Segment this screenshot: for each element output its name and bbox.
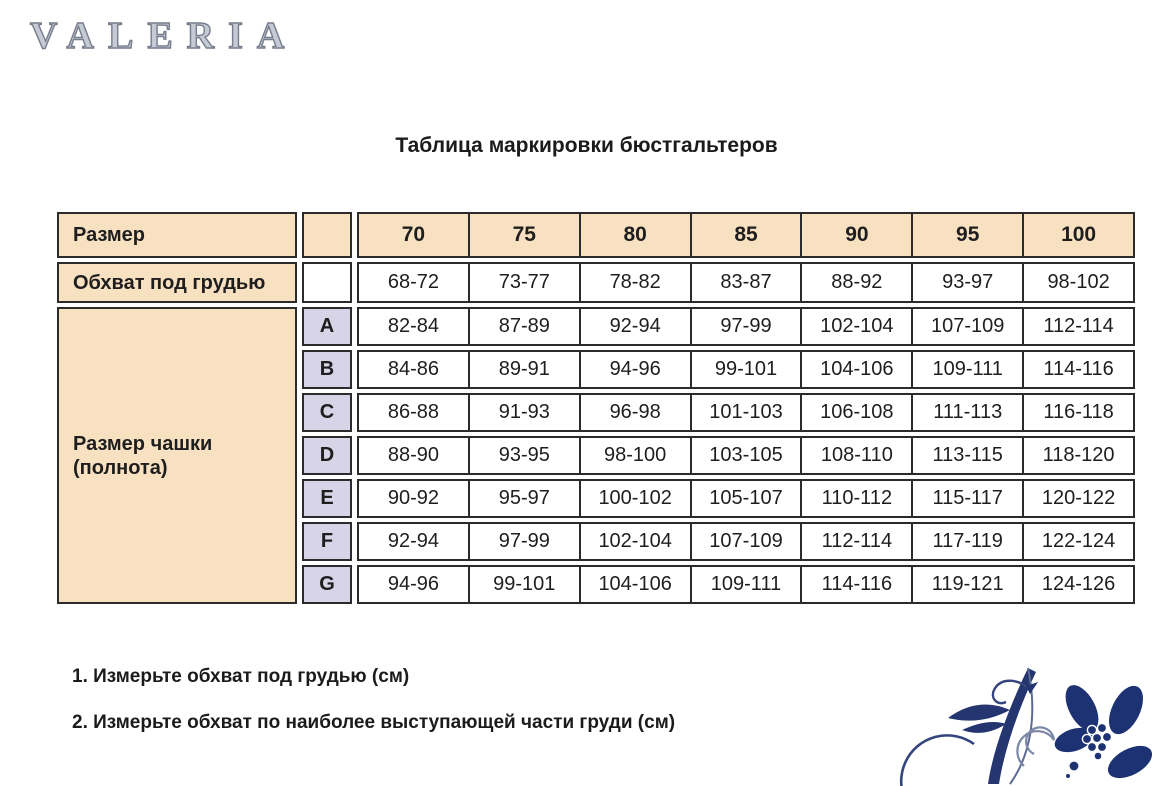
cup-letter-cell: D (302, 436, 352, 475)
cup-value-row (357, 436, 1135, 475)
cup-value-cell: 94-96 (579, 350, 692, 389)
underbust-value-cell: 98-102 (1022, 262, 1135, 303)
size-header-cells (357, 212, 1135, 258)
cup-letter-column (302, 307, 352, 604)
brand-logo: VALERIA (30, 15, 299, 57)
cup-value-row (357, 479, 1135, 518)
cup-value-cell: 92-94 (579, 307, 692, 346)
cup-value-cell: 101-103 (690, 393, 803, 432)
size-header-cell: 100 (1022, 212, 1135, 258)
cup-letter-cell: C (302, 393, 352, 432)
cup-value-cell: 104-106 (800, 350, 913, 389)
cup-value-cell: 109-111 (690, 565, 803, 604)
size-header-cell: 70 (357, 212, 470, 258)
floral-ornament-graphic (878, 666, 1173, 786)
underbust-value-cell: 78-82 (579, 262, 692, 303)
header-spacer-cell (302, 212, 352, 258)
cup-value-cell: 110-112 (800, 479, 913, 518)
cup-value-cell: 104-106 (579, 565, 692, 604)
cup-value-cell: 95-97 (468, 479, 581, 518)
cup-value-cell: 116-118 (1022, 393, 1135, 432)
cup-value-cell: 119-121 (911, 565, 1024, 604)
cup-value-cell: 84-86 (357, 350, 470, 389)
cup-value-cell: 102-104 (579, 522, 692, 561)
cup-value-cell: 99-101 (690, 350, 803, 389)
underbust-row (57, 262, 1135, 303)
underbust-value-cell: 68-72 (357, 262, 470, 303)
underbust-value-cell: 93-97 (911, 262, 1024, 303)
cup-value-cell: 107-109 (690, 522, 803, 561)
cup-value-cell: 111-113 (911, 393, 1024, 432)
cup-value-row (357, 565, 1135, 604)
cup-value-cell: 122-124 (1022, 522, 1135, 561)
bra-size-table (57, 212, 1135, 604)
cup-letter-cell: A (302, 307, 352, 346)
cup-letter-cell: F (302, 522, 352, 561)
underbust-value-cell: 83-87 (690, 262, 803, 303)
underbust-value-cell: 88-92 (800, 262, 913, 303)
cup-value-cell: 90-92 (357, 479, 470, 518)
cup-letter-cell: G (302, 565, 352, 604)
cup-value-cell: 103-105 (690, 436, 803, 475)
cup-values-grid (357, 307, 1135, 604)
cup-section (57, 307, 1135, 604)
size-header-cell: 80 (579, 212, 692, 258)
note-item: 1. Измерьте обхват под грудью (см) (72, 666, 410, 687)
cup-value-cell: 124-126 (1022, 565, 1135, 604)
cup-value-cell: 86-88 (357, 393, 470, 432)
cup-value-row (357, 393, 1135, 432)
cup-value-cell: 113-115 (911, 436, 1024, 475)
size-header-cell: 75 (468, 212, 581, 258)
cup-value-cell: 112-114 (1022, 307, 1135, 346)
cup-value-cell: 107-109 (911, 307, 1024, 346)
cup-value-cell: 117-119 (911, 522, 1024, 561)
underbust-cells (357, 262, 1135, 303)
cup-value-cell: 112-114 (800, 522, 913, 561)
cup-value-cell: 93-95 (468, 436, 581, 475)
cup-value-cell: 114-116 (800, 565, 913, 604)
underbust-value-cell: 73-77 (468, 262, 581, 303)
cup-value-cell: 108-110 (800, 436, 913, 475)
cup-value-cell: 102-104 (800, 307, 913, 346)
cup-value-row (357, 522, 1135, 561)
cup-value-cell: 92-94 (357, 522, 470, 561)
cup-value-row (357, 307, 1135, 346)
cup-value-cell: 115-117 (911, 479, 1024, 518)
cup-value-cell: 100-102 (579, 479, 692, 518)
cup-value-cell: 88-90 (357, 436, 470, 475)
cup-letter-cell: E (302, 479, 352, 518)
underbust-spacer-cell (302, 262, 352, 303)
cup-value-cell: 98-100 (579, 436, 692, 475)
cup-value-cell: 89-91 (468, 350, 581, 389)
cup-value-cell: 97-99 (690, 307, 803, 346)
cup-value-cell: 120-122 (1022, 479, 1135, 518)
cup-value-cell: 82-84 (357, 307, 470, 346)
cup-value-cell: 106-108 (800, 393, 913, 432)
size-header-cell: 95 (911, 212, 1024, 258)
cup-value-cell: 99-101 (468, 565, 581, 604)
size-header-cell: 90 (800, 212, 913, 258)
size-header-cell: 85 (690, 212, 803, 258)
cup-value-cell: 114-116 (1022, 350, 1135, 389)
cup-value-cell: 96-98 (579, 393, 692, 432)
cup-value-cell: 87-89 (468, 307, 581, 346)
cup-value-cell: 105-107 (690, 479, 803, 518)
page-title: Таблица маркировки бюстгальтеров (395, 134, 778, 157)
note-item: 2. Измерьте обхват по наиболее выступающей части груди (см) (72, 712, 676, 733)
cup-letter-cell: B (302, 350, 352, 389)
cup-section-label: Размер чашки (полнота) (57, 307, 297, 604)
cup-value-cell: 91-93 (468, 393, 581, 432)
row-label-size: Размер (57, 212, 297, 258)
cup-value-cell: 118-120 (1022, 436, 1135, 475)
cup-value-cell: 109-111 (911, 350, 1024, 389)
table-header-row (57, 212, 1135, 258)
cup-value-cell: 94-96 (357, 565, 470, 604)
cup-value-row (357, 350, 1135, 389)
cup-value-cell: 97-99 (468, 522, 581, 561)
row-label-underbust: Обхват под грудью (57, 262, 297, 303)
